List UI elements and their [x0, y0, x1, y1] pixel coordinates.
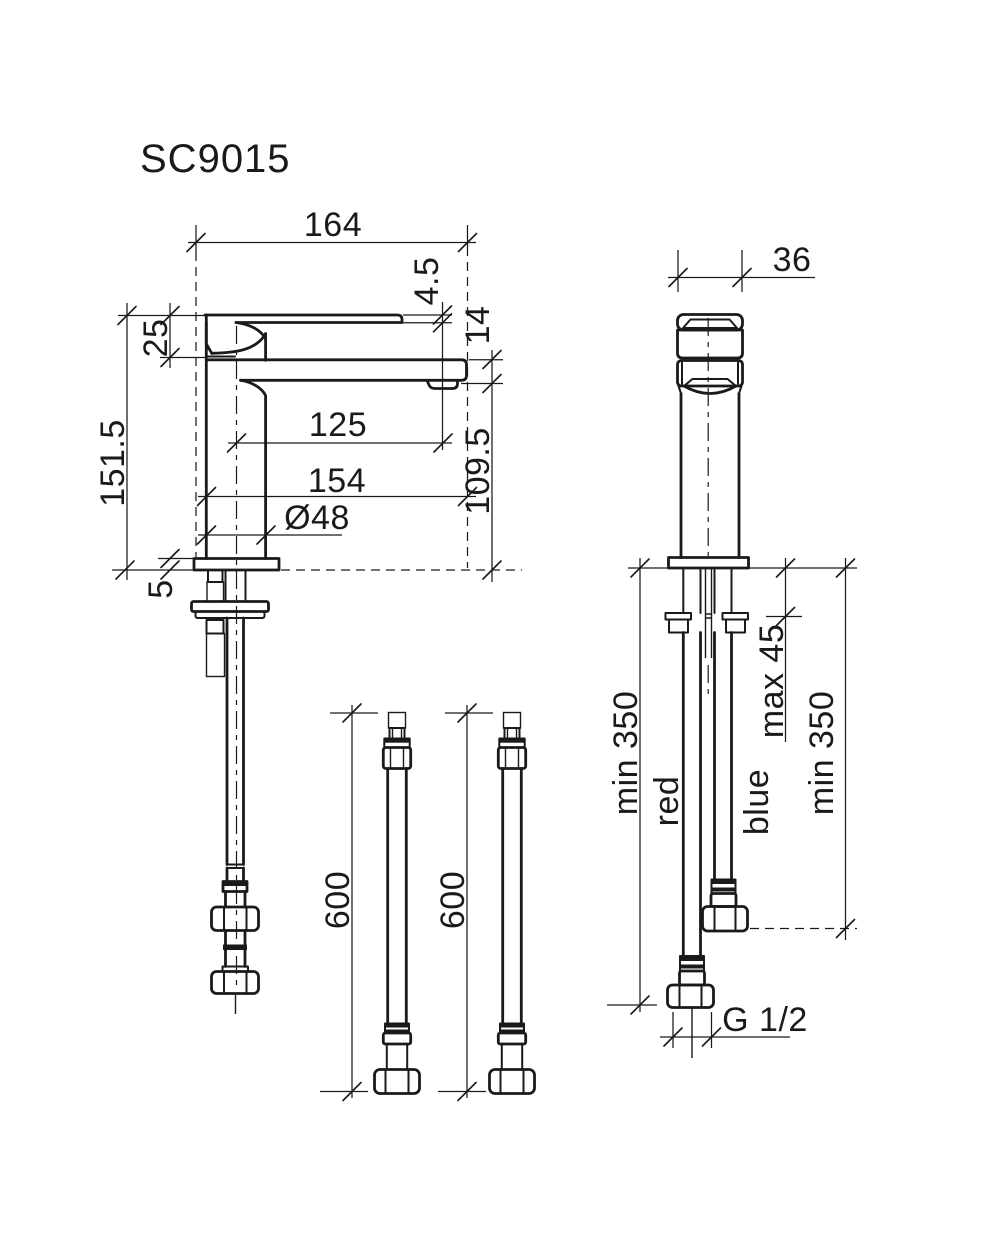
cold-hose-collar-band2	[712, 888, 736, 892]
hot-fitting-body	[669, 620, 688, 633]
hose-bottom-collar-band1	[500, 1024, 524, 1028]
flex-hose-left	[375, 713, 420, 1094]
hose-bottom-neck	[502, 1044, 522, 1070]
tail-hex-nut-1	[212, 907, 259, 931]
mounting-washer	[192, 602, 269, 612]
dim-outlet-height-label: 109.5	[459, 427, 497, 515]
dim-left-hose-length-label: 600	[319, 870, 357, 930]
hose-hex-body	[383, 748, 410, 769]
dim-thread-label: G 1/2	[722, 1001, 808, 1039]
supply-tubes-upper	[683, 568, 731, 613]
hose-collar-band	[384, 739, 409, 743]
dim-total-height-label: 151.5	[94, 419, 132, 507]
tail-collar-1-band	[223, 882, 247, 887]
cold-fitting-body	[726, 620, 745, 633]
spout-bar	[206, 360, 466, 381]
dim-min-left-label: min 350	[607, 690, 645, 816]
hose-bell	[498, 1033, 525, 1044]
dim-deck-thickness-label: 5	[142, 579, 180, 599]
hot-hose-collar-band1	[680, 956, 704, 961]
fixing-nut	[207, 620, 224, 634]
dim-overall-projection-label: 154	[307, 462, 367, 500]
dim-body-width-label: 36	[772, 241, 812, 279]
cold-hose-tube	[715, 633, 732, 880]
hose-collar-band	[499, 739, 524, 743]
dim-outlet-projection-label: 125	[308, 406, 368, 444]
hose-hex-body	[498, 748, 525, 769]
tail-neck-2	[226, 931, 246, 945]
center-stud	[706, 568, 712, 658]
hose-hex-nut	[375, 1070, 420, 1094]
drawing-title: SC9015	[140, 137, 291, 181]
hose-tube	[503, 769, 522, 1024]
cold-hose-hex-nut	[703, 907, 748, 932]
body-right-edge	[241, 380, 266, 558]
hose-tail-upper	[226, 570, 246, 602]
side-view-dimensions	[94, 206, 522, 599]
hose-tail-tube	[227, 618, 244, 865]
dim-lever-thickness-label: 4.5	[408, 256, 446, 306]
dim-min-right-label: min 350	[803, 690, 841, 816]
under-lever-curve	[236, 323, 266, 340]
lever-cap-bevel	[683, 320, 737, 329]
hose-nipple-ribs	[389, 713, 406, 729]
front-body-edges	[681, 394, 739, 558]
hose-bottom-collar-band1	[385, 1024, 409, 1028]
hot-hose-hex-facets	[680, 985, 702, 1008]
dim-spout-length-label: 164	[303, 206, 363, 244]
tail-neck-3	[226, 950, 246, 967]
tail-hex-nut-1-facets	[224, 907, 247, 931]
cold-hose-hex-facets	[715, 907, 736, 932]
dim-spout-section-label: 14	[459, 305, 497, 345]
hose-nipple-neck	[505, 728, 520, 739]
front-view-faucet	[666, 315, 749, 1059]
flex-hose-right	[490, 713, 535, 1094]
hose-nipple-ribs	[504, 713, 521, 729]
hose-hex-nut	[490, 1070, 535, 1094]
hot-hose-collar-band2	[680, 965, 704, 969]
tail-hex-nut-2	[212, 972, 259, 994]
hose-nipple-neck	[390, 728, 405, 739]
lever-plate	[205, 315, 402, 323]
tail-hex-nut-2-facets	[224, 972, 247, 994]
hot-hose-hex-nut	[668, 985, 714, 1008]
hot-hose-bell	[680, 971, 705, 985]
handle-block	[678, 330, 743, 358]
fixing-stud-upper	[208, 570, 223, 582]
hose-nipple-slots	[508, 728, 517, 739]
cold-supply-label: blue	[738, 768, 776, 836]
fixing-stud-thread-upper	[207, 582, 224, 602]
dim-right-hose-length-label: 600	[434, 870, 472, 930]
hose-hex-facets	[506, 748, 519, 769]
hose-tail-tube2	[227, 868, 244, 882]
hose-hex-facets	[391, 748, 404, 769]
hot-supply-label: red	[648, 775, 686, 827]
fixing-stud-thread-lower	[207, 634, 225, 677]
tail-neck-1	[226, 892, 246, 908]
dim-max-deck-label: max 45	[753, 623, 791, 739]
cold-hose-bell	[711, 894, 736, 907]
hose-tube	[388, 769, 407, 1024]
hose-bottom-neck	[387, 1044, 407, 1070]
dim-body-diameter-label: Ø48	[284, 499, 350, 537]
dim-handle-height-label: 25	[137, 318, 175, 358]
cold-hose-collar-band1	[712, 880, 736, 885]
hose-bell	[383, 1033, 410, 1044]
hose-nipple-slots	[393, 728, 402, 739]
hose-hex-nut-facets	[501, 1070, 524, 1094]
mounting-washer-lip	[196, 612, 265, 619]
front-deck-plate	[669, 558, 749, 569]
hose-hex-nut-facets	[386, 1070, 409, 1094]
hose-tail-joint	[227, 865, 244, 869]
